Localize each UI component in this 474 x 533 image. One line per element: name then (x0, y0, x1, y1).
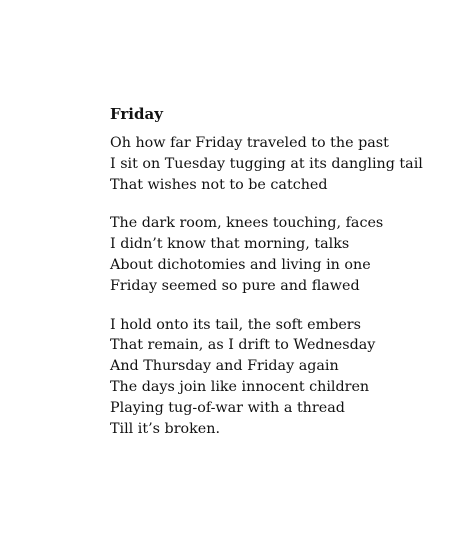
poem-line: Friday seemed so pure and flawed (110, 277, 360, 294)
poem-line: Till it’s broken. (110, 420, 221, 437)
poem-title: Friday (110, 105, 163, 123)
poem (110, 104, 450, 457)
poem-line: The dark room, knees touching, faces (110, 215, 384, 232)
poem-line: Playing tug-of-war with a thread (110, 399, 345, 416)
poem-line: And Thursday and Friday again (110, 358, 339, 375)
poem-line: That wishes not to be catched (110, 176, 328, 193)
poem-line: That remain, as I drift to Wednesday (110, 337, 376, 354)
stanza-3 (110, 315, 450, 440)
poem-line: I hold onto its tail, the soft embers (110, 316, 361, 333)
stanza-1 (110, 133, 450, 195)
poem-line: About dichotomies and living in one (110, 256, 371, 273)
stanza-2 (110, 213, 450, 296)
poem-line: I sit on Tuesday tugging at its dangling tail (110, 155, 423, 172)
poem-line: Oh how far Friday traveled to the past (110, 135, 389, 151)
poem-line: The days join like innocent children (110, 378, 370, 395)
poem-line: I didn’t know that morning, talks (110, 236, 350, 253)
